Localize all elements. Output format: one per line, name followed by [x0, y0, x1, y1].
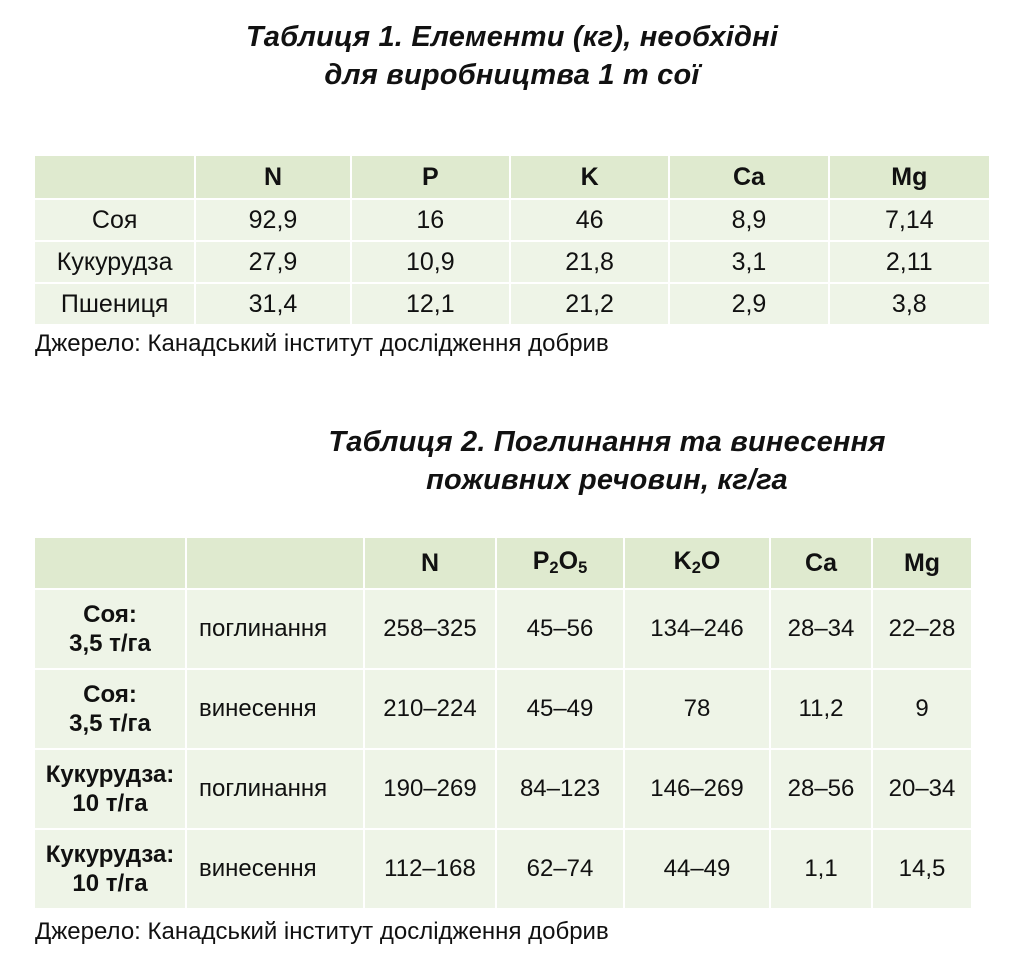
table-2-row-0-n: 258–325	[364, 589, 496, 669]
table-2-row-1-crop-line-2: 3,5 т/га	[69, 710, 151, 737]
table-2-row-3-p2o5: 62–74	[496, 829, 624, 909]
document-page	[0, 18, 1024, 980]
k2o-base: K	[673, 547, 692, 576]
table-2-row-0-k2o: 134–246	[624, 589, 770, 669]
table-1-row-1-n: 27,9	[195, 241, 350, 283]
table-2-row-0-mg: 22–28	[872, 589, 972, 669]
table-2-row-2-crop-line-1: Кукурудза:	[45, 760, 175, 788]
table-2-row-1-mg: 9	[872, 669, 972, 749]
table-2-title-line-2: поживних речовин, кг/га	[426, 464, 788, 497]
table-row	[34, 829, 972, 909]
table-2-row-1-crop	[34, 669, 186, 749]
table-2-header-p2o5	[496, 537, 624, 589]
table-row	[34, 749, 972, 829]
table-1-row-2-ca: 2,9	[669, 283, 828, 325]
table-1-header-row	[34, 155, 990, 199]
table-2-row-1-p2o5: 45–49	[496, 669, 624, 749]
table-1-header-n: N	[195, 155, 350, 199]
p2o5-sub1: 2	[549, 559, 559, 578]
table-1-header-ca: Ca	[669, 155, 828, 199]
table-2	[33, 536, 973, 910]
table-1-row-1-k: 21,8	[510, 241, 669, 283]
p2o5-base: P	[532, 547, 550, 576]
table-1-header-mg: Mg	[829, 155, 990, 199]
table-2-header-mg: Mg	[872, 537, 972, 589]
table-row	[34, 241, 990, 283]
table-1-row-0-n: 92,9	[195, 199, 350, 241]
table-1-header-k: K	[510, 155, 669, 199]
table-row	[34, 589, 972, 669]
table-1-title	[0, 18, 1024, 95]
table-1-row-2-p: 12,1	[351, 283, 510, 325]
table-2-row-2-n: 190–269	[364, 749, 496, 829]
table-2-row-1-k2o: 78	[624, 669, 770, 749]
table-1-header-p: P	[351, 155, 510, 199]
k2o-sub1: 2	[691, 559, 701, 578]
table-2-header-n: N	[364, 537, 496, 589]
table-1-row-2-k: 21,2	[510, 283, 669, 325]
table-1-row-0-mg: 7,14	[829, 199, 990, 241]
table-1-row-2-mg: 3,8	[829, 283, 990, 325]
table-1-row-0-p: 16	[351, 199, 510, 241]
table-row	[34, 669, 972, 749]
table-2-container	[33, 536, 973, 910]
table-1-row-2-label: Пшениця	[34, 283, 195, 325]
table-1-row-2-n: 31,4	[195, 283, 350, 325]
table-2-row-0-crop-line-2: 3,5 т/га	[69, 630, 151, 657]
table-1-row-0-ca: 8,9	[669, 199, 828, 241]
table-2-row-3-k2o: 44–49	[624, 829, 770, 909]
table-2-title	[0, 423, 1024, 500]
table-2-row-3-ca: 1,1	[770, 829, 872, 909]
table-2-row-0-crop-line-1: Соя:	[83, 600, 137, 628]
table-1-title-line-2: для виробництва 1 т сої	[324, 59, 700, 92]
table-2-row-3-kind: винесення	[186, 829, 364, 909]
table-2-row-2-mg: 20–34	[872, 749, 972, 829]
table-1	[33, 154, 991, 326]
table-2-row-3-crop-line-1: Кукурудза:	[45, 840, 175, 868]
p2o5-mid: O	[558, 547, 579, 576]
table-2-row-2-kind: поглинання	[186, 749, 364, 829]
table-1-container	[33, 154, 991, 326]
table-2-row-2-crop-line-2: 10 т/га	[72, 790, 148, 817]
table-2-row-0-p2o5: 45–56	[496, 589, 624, 669]
table-2-row-3-crop	[34, 829, 186, 909]
table-2-row-2-ca: 28–56	[770, 749, 872, 829]
table-2-row-1-crop-line-1: Соя:	[83, 680, 137, 708]
table-2-row-3-n: 112–168	[364, 829, 496, 909]
table-1-row-0-label: Соя	[34, 199, 195, 241]
table-2-row-1-kind: винесення	[186, 669, 364, 749]
table-2-row-2-crop	[34, 749, 186, 829]
table-2-row-3-mg: 14,5	[872, 829, 972, 909]
p2o5-sub2: 5	[578, 559, 588, 578]
table-2-row-0-kind: поглинання	[186, 589, 364, 669]
table-2-source: Джерело: Канадський інститут дослідження добрив	[35, 918, 609, 945]
table-2-row-2-k2o: 146–269	[624, 749, 770, 829]
table-2-row-2-p2o5: 84–123	[496, 749, 624, 829]
table-2-row-0-crop	[34, 589, 186, 669]
table-2-header-crop	[34, 537, 186, 589]
table-2-header-ca: Ca	[770, 537, 872, 589]
table-2-row-3-crop-line-2: 10 т/га	[72, 870, 148, 897]
table-2-row-1-ca: 11,2	[770, 669, 872, 749]
table-1-header-corner	[34, 155, 195, 199]
table-2-row-0-ca: 28–34	[770, 589, 872, 669]
table-2-header-k2o	[624, 537, 770, 589]
table-row	[34, 283, 990, 325]
k2o-mid: O	[700, 547, 721, 576]
table-1-row-1-label: Кукурудза	[34, 241, 195, 283]
table-2-header-row	[34, 537, 972, 589]
table-1-row-0-k: 46	[510, 199, 669, 241]
table-1-source: Джерело: Канадський інститут дослідження добрив	[35, 330, 609, 357]
table-2-row-1-n: 210–224	[364, 669, 496, 749]
table-1-title-line-1: Таблиця 1. Елементи (кг), необхідні	[245, 21, 779, 53]
table-1-row-1-mg: 2,11	[829, 241, 990, 283]
table-2-header-kind	[186, 537, 364, 589]
table-2-title-line-1: Таблиця 2. Поглинання та винесення	[328, 426, 886, 458]
table-row	[34, 199, 990, 241]
table-1-row-1-ca: 3,1	[669, 241, 828, 283]
table-1-row-1-p: 10,9	[351, 241, 510, 283]
